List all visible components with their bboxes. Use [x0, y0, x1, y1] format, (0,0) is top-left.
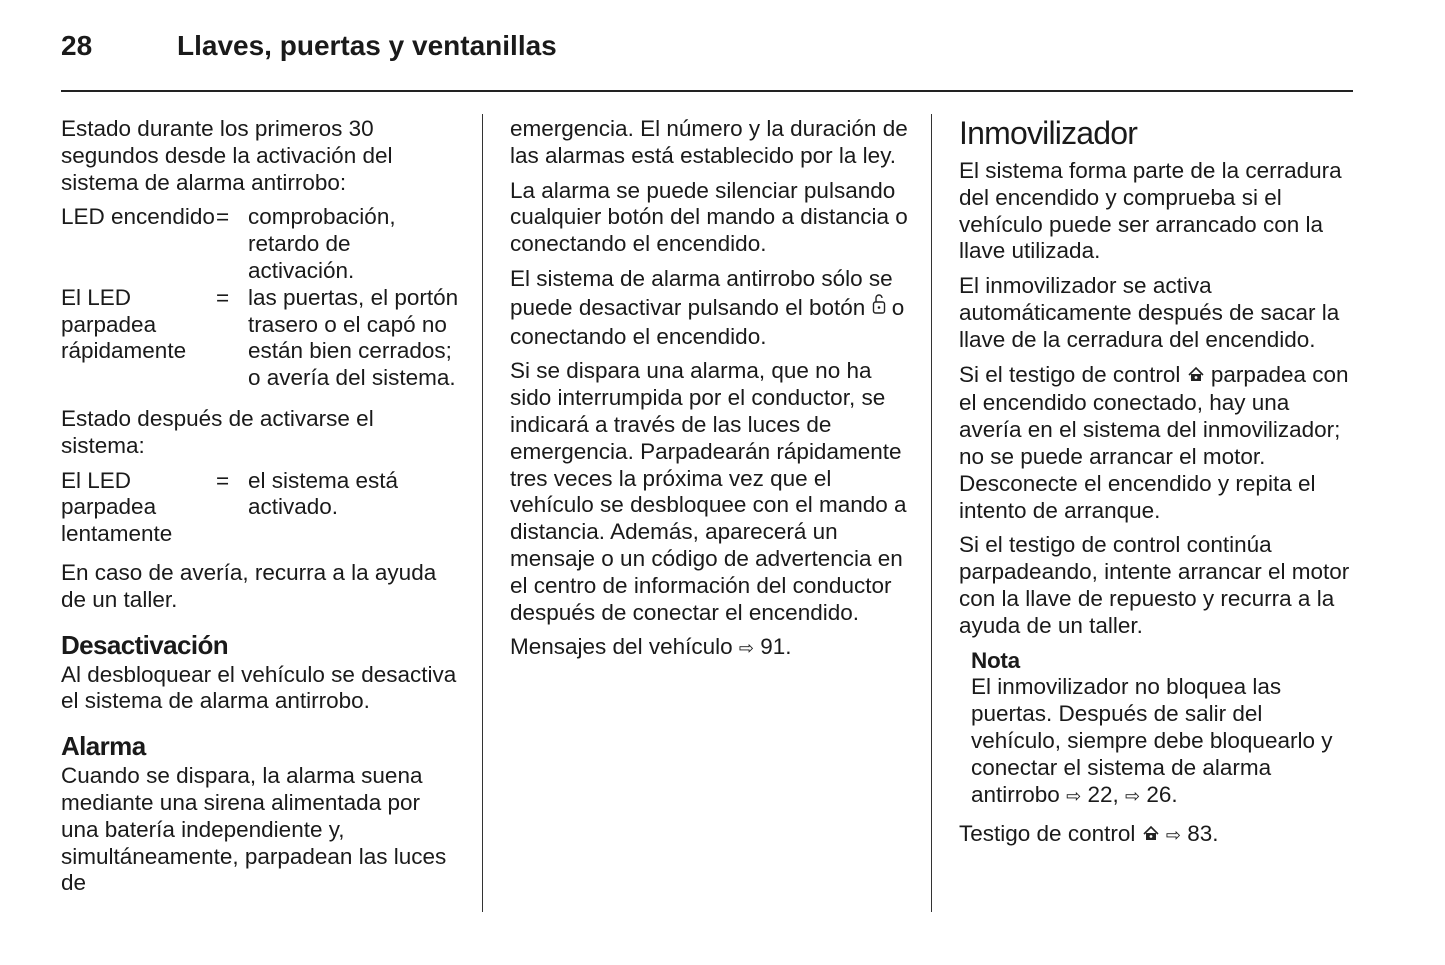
page-reference-arrow-icon: ⇨ — [738, 638, 754, 659]
alarm-heading: Alarma — [61, 731, 146, 762]
status-intro: Estado durante los primeros 30 segundos desde la activación del sistema de alarma antirrobo: — [61, 116, 393, 195]
page-reference[interactable]: 91. — [760, 634, 792, 660]
led-status-table-1 — [61, 204, 461, 392]
column-divider-2 — [931, 114, 932, 912]
control-light-label: Testigo de control — [959, 821, 1136, 847]
fault-text: En caso de avería, recurra a la ayuda de un taller. — [61, 559, 437, 612]
page-reference-arrow-icon: ⇨ — [1124, 785, 1141, 806]
silence-alarm-text: La alarma se puede silenciar pulsando cualquier botón del mando a distancia o conectando el encendido. — [510, 177, 908, 257]
deactivation-heading: Desactivación — [61, 629, 229, 660]
immobilizer-description: El sistema forma parte de la cerradura del encendido y comprueba si el vehículo puede ser arrancado con la llave utilizada. — [959, 158, 1342, 264]
led-state-label: LED encendido — [61, 204, 215, 230]
equals-sign: = — [216, 204, 230, 230]
led-status-table-2 — [61, 468, 461, 548]
page-reference-arrow-icon: ⇨ — [1165, 825, 1181, 846]
led-state-meaning: comprobación, retardo de activación. — [248, 204, 396, 283]
spare-key-text: Si el testigo de control continúa parpadeando, intente arrancar el motor con la llave de repuesto y recurra a la ayuda de un taller. — [959, 532, 1350, 638]
page-reference[interactable]: 26. — [1146, 781, 1178, 807]
alarm-text: Cuando se dispara, la alarma suena mediante una sirena alimentada por una batería independiente y, simultáneamente, parpadean las luces de — [61, 763, 447, 896]
table-row — [61, 285, 461, 392]
led-state-meaning: las puertas, el portón trasero o el capó no están bien cerrados; o avería del sistema. — [248, 284, 459, 391]
alarm-duration-text: emergencia. El número y la duración de las alarmas está establecido por la ley. — [510, 116, 908, 168]
warning-light-text-start: Si el testigo de control — [959, 361, 1181, 387]
deactivate-alarm-text — [510, 266, 910, 350]
header-rule — [61, 90, 1353, 92]
immobilizer-warning-icon — [1142, 823, 1160, 850]
column-divider-1 — [482, 114, 483, 912]
page-reference[interactable]: 83. — [1187, 821, 1219, 847]
note-box — [971, 648, 1357, 810]
page-reference-arrow-icon: ⇨ — [1066, 785, 1082, 806]
column-1 — [61, 116, 461, 905]
page-reference[interactable]: 22, — [1087, 781, 1119, 807]
column-3 — [959, 114, 1357, 858]
equals-sign: = — [216, 467, 230, 493]
control-light-reference — [959, 821, 1357, 850]
chapter-title: Llaves, puertas y ventanillas — [177, 30, 557, 61]
vehicle-messages-reference — [510, 634, 910, 662]
warning-light-text-end: parpadea con el encendido conectado, hay una avería en el sistema del inmovilizador; no se puede arrancar el motor. Desconecte el encendido y repita el intento de arranque. — [959, 361, 1349, 523]
deactivate-text-end: o conectando el encendido. — [510, 294, 905, 349]
immobilizer-activation-text: El inmovilizador se activa automáticamente después de sacar la llave de la cerradura del encendido. — [959, 273, 1340, 352]
led-state-label: El LED parpadea rápidamente — [61, 284, 187, 364]
status-after: Estado después de activarse el sistema: — [61, 405, 374, 458]
led-state-label: El LED parpadea lentamente — [61, 467, 173, 547]
deactivation-text: Al desbloquear el vehículo se desactiva el sistema de alarma antirrobo. — [61, 661, 457, 714]
note-text — [971, 674, 1357, 809]
warning-light-text — [959, 362, 1357, 525]
table-row — [61, 204, 461, 284]
triggered-alarm-text: Si se dispara una alarma, que no ha sido interrumpida por el conductor, se indicará a través de las luces de emergencia. Parpadearán rápidamente tres veces la próxima vez que el vehículo se desbloquee con el mando a distancia. Además, aparecerá un mensaje o un código de advertencia en el centro de información del conductor después de conectar el encendido. — [510, 358, 907, 625]
immobilizer-heading: Inmovilizador — [959, 115, 1138, 151]
table-row — [61, 468, 461, 548]
immobilizer-warning-icon — [1187, 364, 1205, 391]
note-title: Nota — [971, 647, 1020, 673]
equals-sign: = — [216, 284, 230, 310]
column-2 — [510, 116, 910, 670]
vehicle-messages-label: Mensajes del vehículo — [510, 634, 733, 660]
led-state-meaning: el sistema está activado. — [248, 467, 399, 520]
note-body: El inmovilizador no bloquea las puertas. Después de salir del vehículo, siempre debe bloquearlo y conectar el sistema de alarma antirrobo — [971, 674, 1333, 807]
deactivate-text-start: El sistema de alarma antirrobo sólo se puede desactivar pulsando el botón — [510, 265, 893, 320]
unlock-button-icon — [872, 293, 886, 324]
page-number: 28 — [61, 30, 93, 61]
